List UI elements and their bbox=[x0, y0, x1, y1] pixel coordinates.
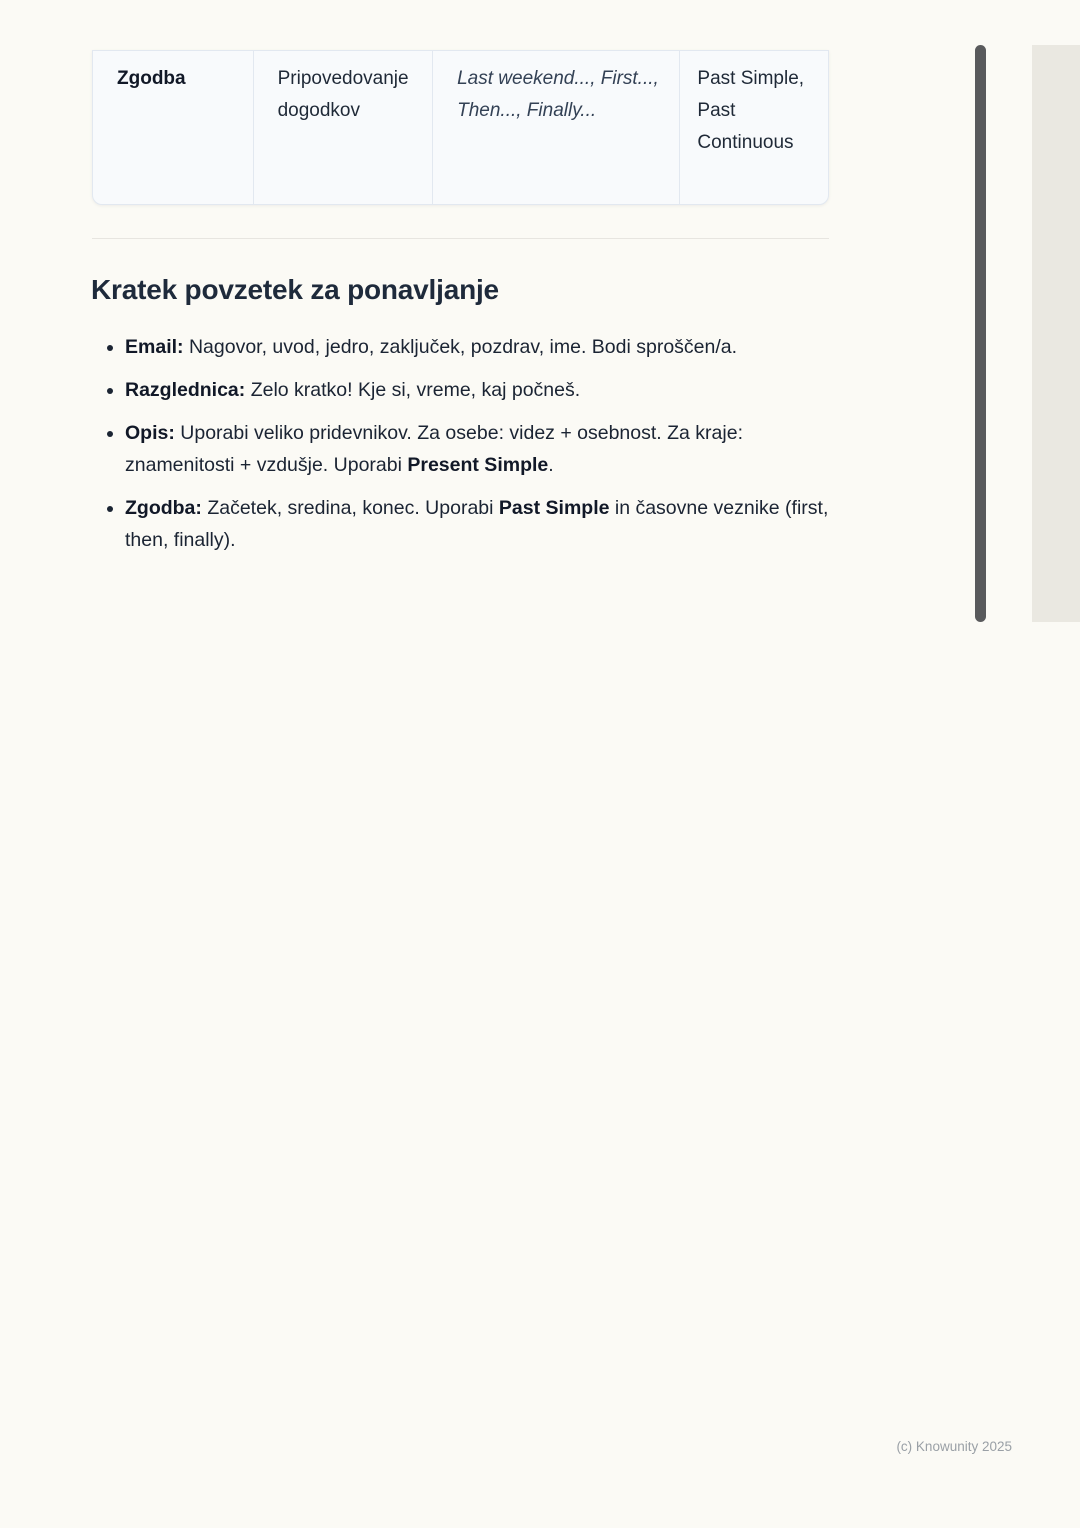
viewer-background-strip bbox=[1032, 45, 1080, 622]
list-item-opis: • Opis: Uporabi veliko pridevnikov. Za osebe: videz + osebnost. Za kraje: znamenitosti + vzdušje. Uporabi Present Simple. bbox=[125, 417, 840, 481]
summary-list bbox=[92, 331, 840, 567]
summary-heading: Kratek povzetek za ponavljanje bbox=[91, 274, 499, 305]
list-item-razglednica: • Razglednica: Zelo kratko! Kje si, vreme, kaj počneš. bbox=[125, 374, 840, 406]
table-cell-purpose: Pripovedovanje dogodkov bbox=[253, 51, 433, 204]
list-item-email: • Email: Nagovor, uvod, jedro, zaključek, pozdrav, ime. Bodi sproščen/a. bbox=[125, 331, 840, 363]
table-cell-tenses: Past Simple, Past Continuous bbox=[679, 51, 828, 204]
list-item-zgodba: • Zgodba: Začetek, sredina, konec. Uporabi Past Simple in časovne veznike (first, then, finally). bbox=[125, 492, 840, 556]
writing-types-table bbox=[92, 50, 829, 205]
footer-copyright: (c) Knowunity 2025 bbox=[896, 1439, 1012, 1454]
section-divider bbox=[92, 238, 829, 239]
table-cell-phrases: Last weekend..., First..., Then..., Finally... bbox=[432, 51, 679, 204]
scrollbar-thumb[interactable] bbox=[975, 45, 986, 622]
table-cell-type: Zgodba bbox=[117, 68, 186, 89]
